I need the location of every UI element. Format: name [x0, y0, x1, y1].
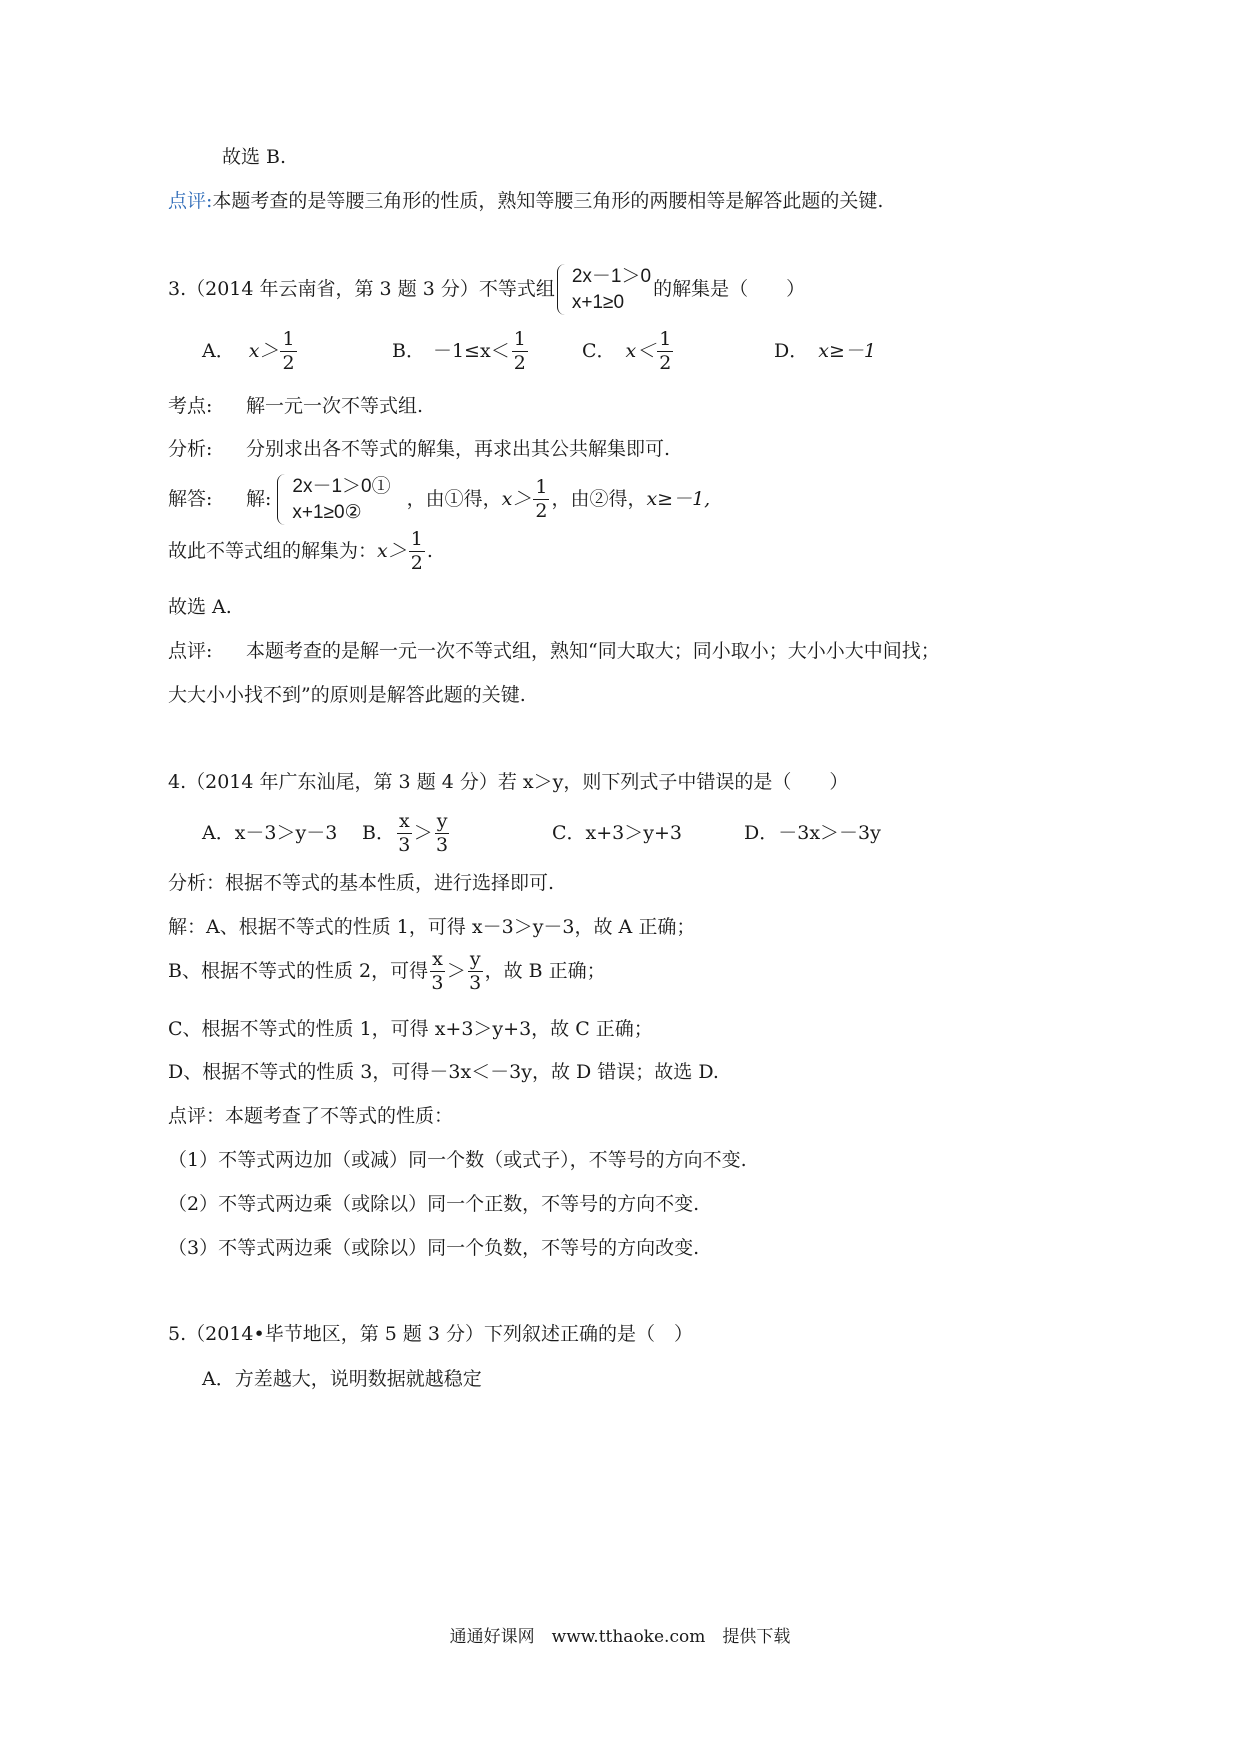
q3-solution-system — [277, 474, 390, 525]
solution-set-prefix: 故此不等式组的解集为： — [168, 540, 378, 563]
fraction: $\frac{1}{2}$ — [659, 328, 672, 374]
q4-solution-b — [168, 950, 606, 994]
prev-comment — [168, 192, 883, 211]
jieda-jie: 解: — [246, 488, 272, 511]
comment-text: 本题考查的是解一元一次不等式组，熟知“同大取大；同小取小；大小小大中间找； — [246, 640, 940, 662]
solution-row1: 2x－1＞0① — [292, 476, 391, 497]
q3-jieda — [168, 474, 710, 525]
brace-icon — [557, 264, 568, 315]
gt-sign: ＞ — [413, 822, 433, 845]
q4-stem: 4.（2014 年广东汕尾，第 3 题 4 分）若 x＞y，则下列式子中错误的是（ ） — [168, 771, 849, 793]
comment-label: 点评: — [168, 640, 213, 662]
q4-comment: 点评：本题考查了不等式的性质： — [168, 1105, 454, 1127]
jieda-mid2: ，由②得， — [551, 488, 647, 511]
jieda-label: 解答: — [168, 488, 213, 511]
q4-option-b — [362, 812, 552, 856]
fenxi-label: 分析: — [168, 438, 213, 460]
q4-rule-2: （2）不等式两边乘（或除以）同一个正数，不等号的方向不变. — [168, 1193, 700, 1215]
q3-options — [202, 330, 876, 374]
fenxi-text: 分别求出各不等式的解集，再求出其公共解集即可. — [246, 438, 671, 460]
brace-icon — [277, 474, 288, 525]
q4-option-a: A．x－3＞y－3 — [202, 822, 338, 845]
prev-conclusion: 故选 B. — [222, 146, 287, 168]
fraction: $\frac{y}{3}$ — [436, 810, 449, 856]
solution-row2: x+1≥0② — [292, 501, 362, 523]
prev-comment-text: 本题考查的是等腰三角形的性质，熟知等腰三角形的两腰相等是解答此题的关键. — [212, 190, 884, 212]
q3-sys-row2: x+1≥0 — [571, 291, 625, 313]
q4-rule-3: （3）不等式两边乘（或除以）同一个负数，不等号的方向改变. — [168, 1237, 700, 1259]
q3-option-d — [774, 342, 876, 361]
q3-conclusion: 故选 A. — [168, 596, 232, 618]
option-label: A． — [202, 340, 235, 363]
kaodian-label: 考点: — [168, 395, 213, 417]
sol-b-prefix: B、根据不等式的性质 2，可得 — [168, 960, 429, 983]
option-label: D． — [774, 340, 809, 363]
solution-set-x: x＞ — [377, 540, 407, 563]
jieda-end: x≥－1, — [646, 488, 711, 511]
q3-option-c — [582, 330, 774, 374]
q4-option-c: C．x+3＞y+3 — [552, 822, 683, 845]
q3-stem — [168, 264, 805, 315]
q4-solution-a: 解：A、根据不等式的性质 1，可得 x－3＞y－3，故 A 正确； — [168, 916, 696, 938]
q4-analysis: 分析：根据不等式的基本性质，进行选择即可. — [168, 872, 555, 894]
fraction: $\frac{y}{3}$ — [469, 948, 482, 994]
q3-sys-row1: 2x－1＞0 — [571, 266, 652, 287]
gt-sign: ＞ — [446, 960, 466, 983]
q4-option-d: D．－3x＞－3y — [744, 822, 881, 845]
q3-comment-line1 — [168, 642, 940, 661]
jieda-mid1: ，由①得， — [406, 488, 502, 511]
q3-fenxi — [168, 440, 670, 459]
q4-solution-d: D、根据不等式的性质 3，可得－3x＜－3y，故 D 错误；故选 D. — [168, 1061, 719, 1083]
option-label: C． — [582, 340, 616, 363]
q3-solution-set: 故此不等式组的解集为： x＞ $\frac{1}{2}$ . — [168, 528, 433, 574]
page-footer: 通通好课网 www.tthaoke.com 提供下载 — [449, 1627, 791, 1647]
q4-options — [202, 812, 881, 856]
q3-option-a — [202, 330, 392, 374]
jieda-x-gt: x＞ — [501, 488, 532, 511]
option-expr: x＞ — [248, 340, 279, 363]
fraction: $\frac{1}{2}$ — [282, 328, 295, 374]
q5-stem: 5.（2014•毕节地区，第 5 题 3 分）下列叙述正确的是（ ） — [168, 1323, 694, 1345]
option-expr: x＜ — [625, 340, 656, 363]
q3-stem-suffix: 的解集是（ ） — [653, 278, 806, 301]
option-label: B． — [392, 340, 425, 363]
option-expr: x≥－1 — [818, 340, 876, 363]
option-expr: －1≤x＜ — [432, 340, 510, 363]
q4-rule-1: （1）不等式两边加（或减）同一个数（或式子），不等号的方向不变. — [168, 1149, 747, 1171]
sol-b-suffix: ，故 B 正确； — [484, 960, 606, 983]
q3-kaodian — [168, 397, 423, 416]
fraction: $\frac{1}{2}$ — [410, 528, 423, 574]
q3-stem-prefix: 3.（2014 年云南省，第 3 题 3 分）不等式组 — [168, 278, 555, 301]
q3-option-b — [392, 330, 582, 374]
fraction: $\frac{x}{3}$ — [398, 810, 411, 856]
q3-inequality-system — [557, 264, 651, 315]
q4-solution-c: C、根据不等式的性质 1，可得 x+3＞y+3，故 C 正确； — [168, 1018, 653, 1040]
fraction: $\frac{1}{2}$ — [535, 475, 548, 522]
q3-comment-line2: 大大小小找不到”的原则是解答此题的关键. — [168, 684, 526, 706]
fraction: $\frac{x}{3}$ — [431, 948, 444, 994]
fraction: $\frac{1}{2}$ — [513, 328, 526, 374]
kaodian-text: 解一元一次不等式组. — [246, 395, 424, 417]
prev-comment-label: 点评: — [168, 190, 213, 212]
q5-option-a: A．方差越大，说明数据就越稳定 — [202, 1368, 482, 1390]
option-label: B． — [362, 822, 395, 845]
